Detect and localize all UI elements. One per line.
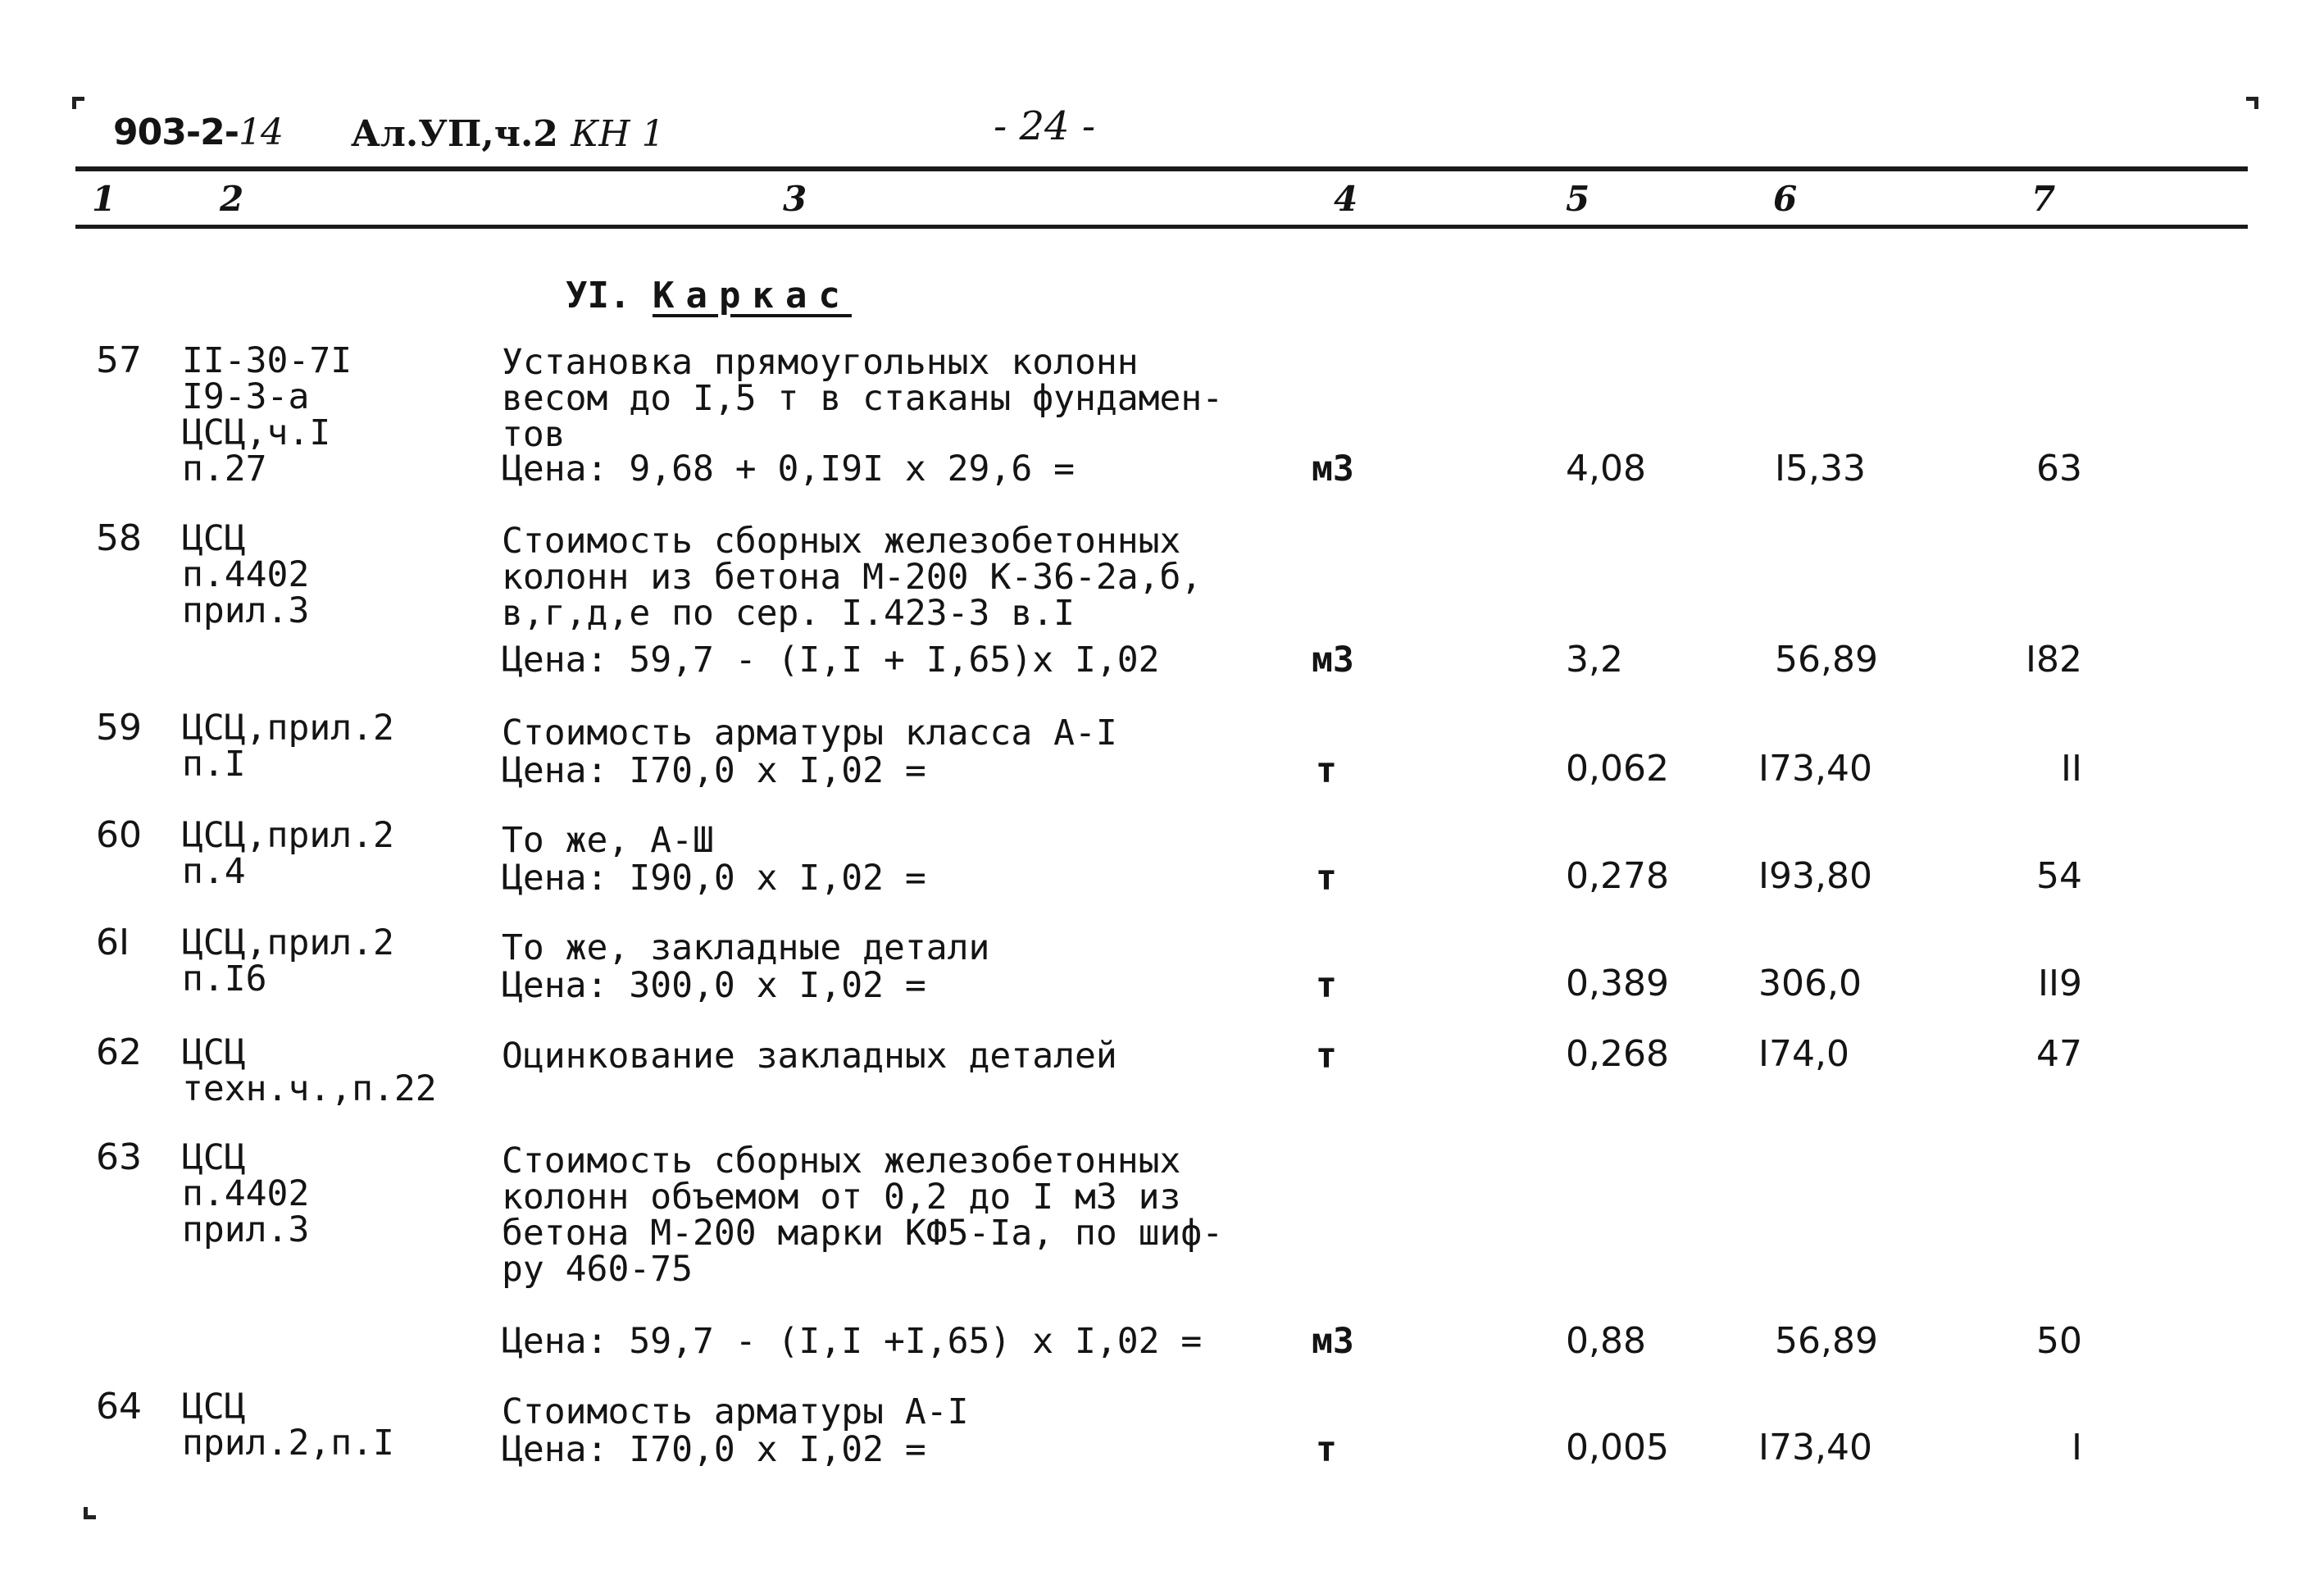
row-quantity: 0,278 bbox=[1566, 855, 1669, 897]
row-description: Стоимость арматуры класса А-I bbox=[502, 713, 1117, 754]
row-description: То же, закладные детали bbox=[502, 927, 990, 968]
row-price-formula: Цена: 59,7 - (I,I +I,65) х I,02 = bbox=[502, 1321, 1203, 1362]
row-unit-cost: I73,40 bbox=[1758, 748, 1872, 790]
column-number-1: 1 bbox=[92, 179, 116, 219]
row-number: 59 bbox=[96, 707, 142, 749]
document-code-handwritten: 14 bbox=[238, 112, 283, 153]
document-code bbox=[113, 112, 283, 153]
row-total: II bbox=[2061, 748, 2082, 790]
corner-mark-bottom-left bbox=[84, 1507, 96, 1519]
row-description: Стоимость сборных железобетонных колонн из бетона М-200 К-36-2а,б, в,г,д,е по сер. I.423-3 в.I bbox=[502, 521, 1203, 634]
row-unit: т bbox=[1316, 858, 1337, 899]
row-unit: м3 bbox=[1312, 448, 1354, 489]
row-number: 6I bbox=[96, 922, 130, 963]
row-price-formula: Цена: 9,68 + 0,I9I х 29,6 = bbox=[502, 448, 1075, 489]
document-part bbox=[351, 113, 665, 155]
header-bottom-rule bbox=[75, 225, 2248, 229]
row-reference: ЦСЦ,прил.2 п.I bbox=[182, 708, 394, 785]
section-title bbox=[566, 275, 852, 316]
document-code-printed: 903-2- bbox=[113, 112, 239, 153]
row-number: 57 bbox=[96, 339, 142, 381]
row-number: 58 bbox=[96, 517, 142, 559]
row-unit: т bbox=[1316, 965, 1337, 1006]
column-number-2: 2 bbox=[220, 179, 244, 219]
row-unit-cost: I73,40 bbox=[1758, 1427, 1872, 1468]
row-quantity: 0,389 bbox=[1566, 963, 1669, 1004]
row-number: 63 bbox=[96, 1136, 142, 1178]
column-number-5: 5 bbox=[1566, 179, 1590, 219]
row-total: 54 bbox=[2036, 855, 2082, 897]
document-part-printed: Ал.УП,ч.2 bbox=[351, 113, 558, 155]
row-quantity: 0,062 bbox=[1566, 748, 1669, 790]
column-number-4: 4 bbox=[1334, 179, 1358, 219]
row-price-formula: Цена: I90,0 х I,02 = bbox=[502, 858, 926, 899]
row-number: 60 bbox=[96, 814, 142, 856]
column-number-3: 3 bbox=[783, 179, 807, 219]
row-reference: ЦСЦ техн.ч.,п.22 bbox=[182, 1032, 437, 1109]
row-number: 62 bbox=[96, 1031, 142, 1073]
column-number-6: 6 bbox=[1773, 179, 1798, 219]
row-description: То же, А-Ш bbox=[502, 820, 714, 861]
row-price-formula: Цена: I70,0 х I,02 = bbox=[502, 1429, 926, 1470]
row-number: 64 bbox=[96, 1386, 142, 1427]
row-reference: II-30-7I I9-3-а ЦСЦ,ч.I п.27 bbox=[182, 340, 352, 489]
row-total: 47 bbox=[2036, 1033, 2082, 1075]
row-description: Стоимость сборных железобетонных колонн объемом от 0,2 до I м3 из бетона М-200 марки КФ5-Iа, по шиф- ру 460-75 bbox=[502, 1141, 1224, 1290]
section-title-word: Каркас bbox=[652, 275, 852, 316]
row-unit: м3 bbox=[1312, 640, 1354, 681]
row-unit-cost: I93,80 bbox=[1758, 855, 1872, 897]
row-description: Оцинкование закладных деталей bbox=[502, 1036, 1117, 1077]
row-unit-cost: 56,89 bbox=[1775, 1320, 1878, 1362]
row-total: I82 bbox=[2026, 639, 2082, 681]
row-reference: ЦСЦ п.4402 прил.3 bbox=[182, 1137, 310, 1250]
row-price-formula: Цена: 59,7 - (I,I + I,65)х I,02 bbox=[502, 640, 1160, 681]
row-total: 50 bbox=[2036, 1320, 2082, 1362]
row-total: I bbox=[2072, 1427, 2082, 1468]
row-description: Стоимость арматуры А-I bbox=[502, 1391, 969, 1432]
row-description: Установка прямоугольных колонн весом до I,5 т в стаканы фундамен- тов bbox=[502, 342, 1224, 455]
row-quantity: 0,005 bbox=[1566, 1427, 1669, 1468]
row-unit: т bbox=[1316, 1429, 1337, 1470]
section-roman-numeral: УI. bbox=[566, 275, 631, 316]
corner-mark-top-left bbox=[72, 97, 84, 109]
row-reference: ЦСЦ п.4402 прил.3 bbox=[182, 518, 310, 631]
row-unit-cost: 56,89 bbox=[1775, 639, 1878, 681]
row-quantity: 0,268 bbox=[1566, 1033, 1669, 1075]
row-total: 63 bbox=[2036, 448, 2082, 489]
row-unit-cost: I5,33 bbox=[1775, 448, 1866, 489]
row-price-formula: Цена: I70,0 х I,02 = bbox=[502, 750, 926, 791]
row-total: II9 bbox=[2038, 963, 2082, 1004]
row-unit: т bbox=[1316, 1036, 1337, 1077]
row-quantity: 0,88 bbox=[1566, 1320, 1646, 1362]
row-unit: м3 bbox=[1312, 1321, 1354, 1362]
row-quantity: 4,08 bbox=[1566, 448, 1646, 489]
row-price-formula: Цена: 300,0 х I,02 = bbox=[502, 965, 926, 1006]
document-part-handwritten: КН 1 bbox=[571, 113, 665, 155]
header-top-rule bbox=[75, 166, 2248, 171]
column-number-7: 7 bbox=[2031, 179, 2056, 219]
row-reference: ЦСЦ прил.2,п.I bbox=[182, 1386, 394, 1464]
row-quantity: 3,2 bbox=[1566, 639, 1623, 681]
page-number: - 24 - bbox=[994, 103, 1096, 149]
row-unit-cost: 306,0 bbox=[1758, 963, 1862, 1004]
row-reference: ЦСЦ,прил.2 п.I6 bbox=[182, 922, 394, 999]
row-unit-cost: I74,0 bbox=[1758, 1033, 1849, 1075]
row-unit: т bbox=[1316, 750, 1337, 791]
row-reference: ЦСЦ,прил.2 п.4 bbox=[182, 815, 394, 892]
corner-mark-top-right bbox=[2246, 97, 2258, 109]
